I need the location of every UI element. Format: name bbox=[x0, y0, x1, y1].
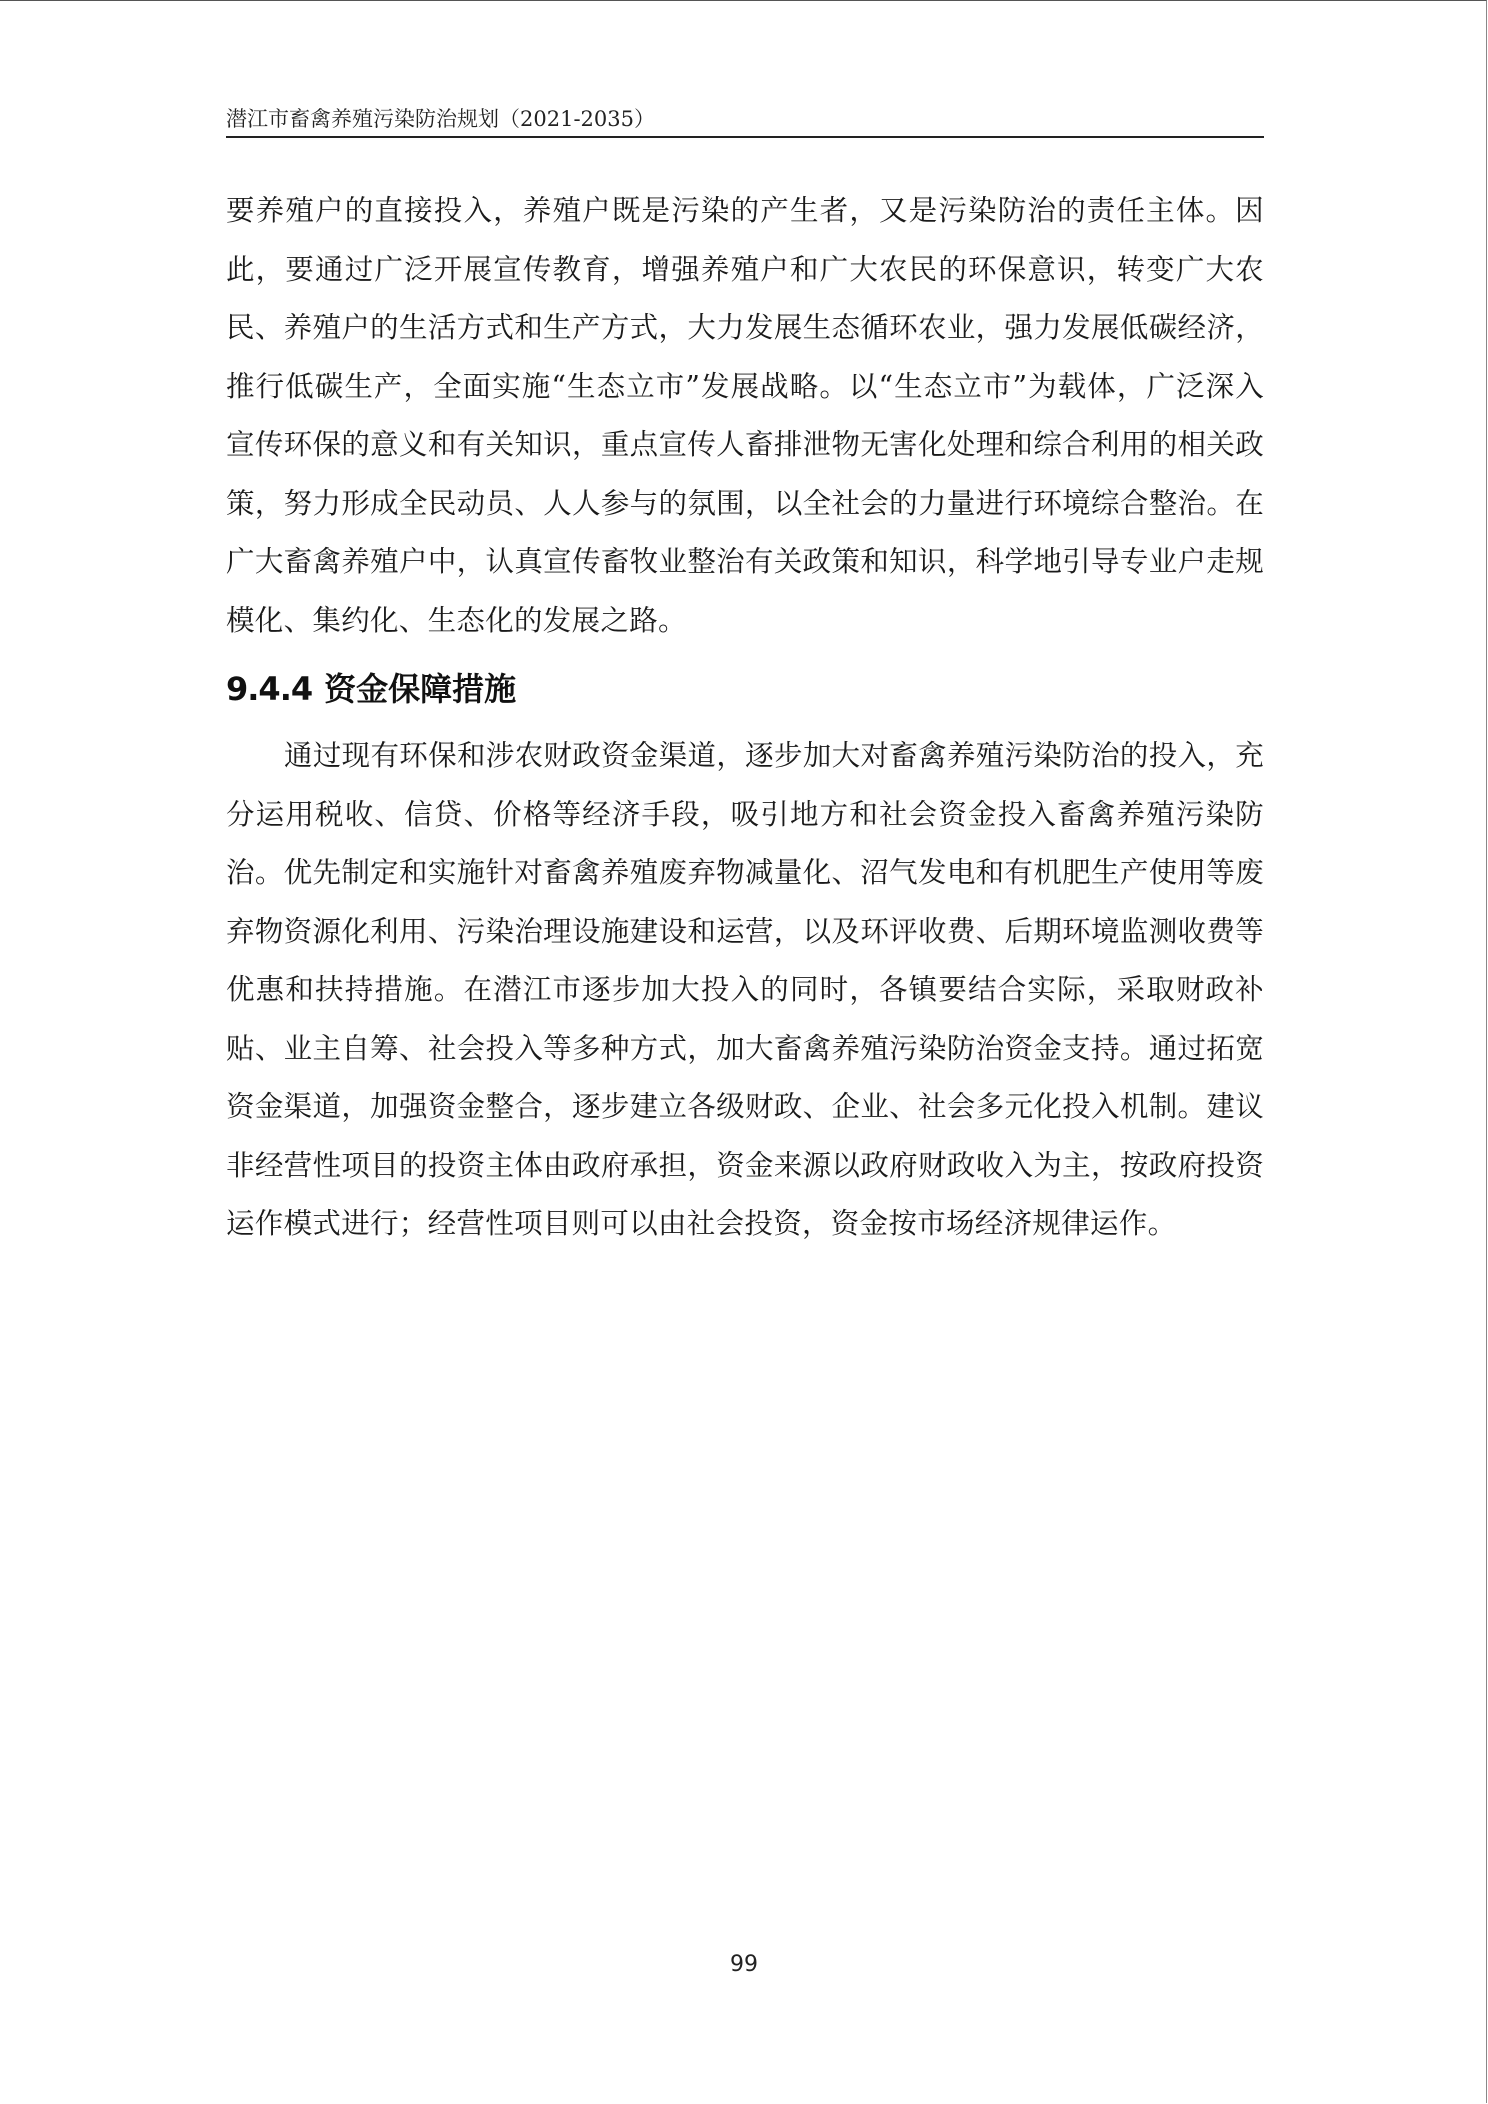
section-number: 9.4.4 bbox=[226, 670, 313, 708]
body-paragraph-2: 通过现有环保和涉农财政资金渠道，逐步加大对畜禽养殖污染防治的投入，充分运用税收、信贷、价格等经济手段，吸引地方和社会资金投入畜禽养殖污染防治。优先制定和实施针对畜禽养殖废弃物减量化、沼气发电和有机肥生产使用等废弃物资源化利用、污染治理设施建设和运营，以及环评收费、后期环境监测收费等优惠和扶持措施。在潜江市逐步加大投入的同时，各镇要结合实际，采取财政补贴、业主自筹、社会投入等多种方式，加大畜禽养殖污染防治资金支持。通过拓宽资金渠道，加强资金整合，逐步建立各级财政、企业、社会多元化投入机制。建议非经营性项目的投资主体由政府承担，资金来源以政府财政收入为主，按政府投资运作模式进行；经营性项目则可以由社会投资，资金按市场经济规律运作。 bbox=[226, 739, 1264, 1240]
section-title: 资金保障措施 bbox=[324, 670, 517, 708]
section-heading bbox=[226, 664, 516, 714]
body-paragraph-1: 要养殖户的直接投入，养殖户既是污染的产生者，又是污染防治的责任主体。因此，要通过广泛开展宣传教育，增强养殖户和广大农民的环保意识，转变广大农民、养殖户的生活方式和生产方式，大力发展生态循环农业，强力发展低碳经济，推行低碳生产，全面实施“生态立市”发展战略。以“生态立市”为载体，广泛深入宣传环保的意义和有关知识，重点宣传人畜排泄物无害化处理和综合利用的相关政策，努力形成全民动员、人人参与的氛围，以全社会的力量进行环境综合整治。在广大畜禽养殖户中，认真宣传畜牧业整治有关政策和知识，科学地引导专业户走规模化、集约化、生态化的发展之路。 bbox=[226, 194, 1264, 637]
header-rule bbox=[226, 136, 1264, 138]
running-header: 潜江市畜禽养殖污染防治规划（2021-2035） bbox=[226, 107, 655, 131]
page-number: 99 bbox=[730, 1952, 758, 1977]
